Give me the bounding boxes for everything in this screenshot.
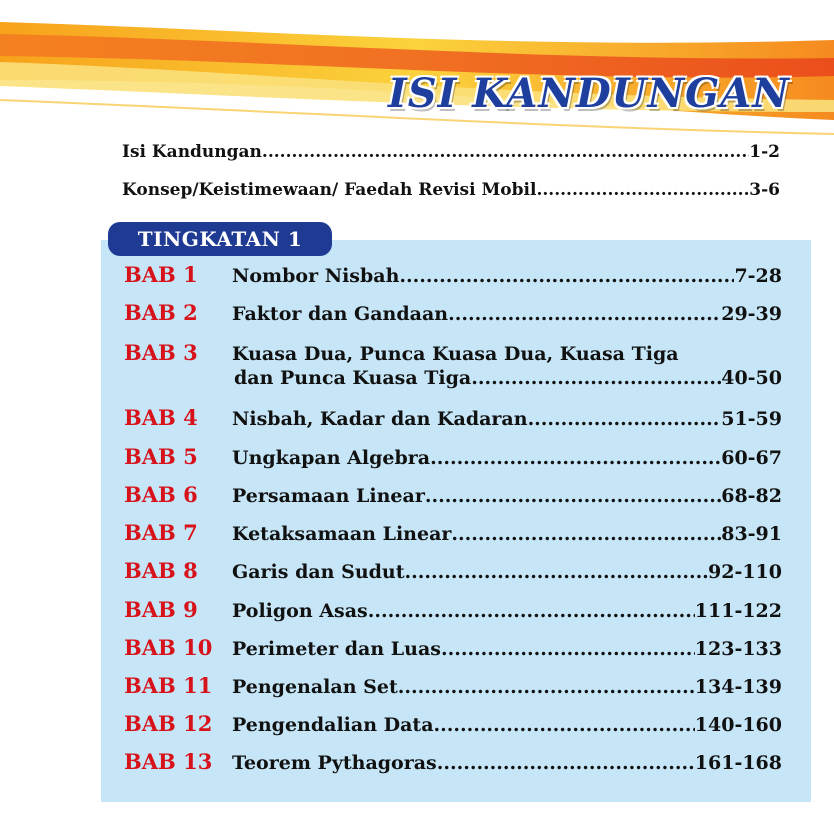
toc-row — [122, 142, 780, 174]
toc-row — [232, 638, 782, 660]
chapter-title: Ketaksamaan Linear — [232, 523, 452, 545]
chapter-title: Nombor Nisbah — [232, 265, 400, 287]
chapter-title: Garis dan Sudut — [232, 561, 405, 583]
toc-row — [232, 303, 782, 325]
chapter-number: BAB 10 — [124, 635, 213, 660]
chapter-entry[interactable] — [124, 597, 782, 624]
chapter-title: dan Punca Kuasa Tiga — [234, 367, 472, 389]
chapter-number: BAB 1 — [124, 262, 198, 287]
dot-leader — [441, 638, 695, 660]
chapter-title: Perimeter dan Luas — [232, 638, 441, 660]
entry-label: Isi Kandungan — [122, 142, 262, 162]
chapter-number: BAB 7 — [124, 520, 198, 545]
intro-entry[interactable] — [122, 180, 780, 212]
toc-row — [232, 714, 782, 736]
section-tab: TINGKATAN 1 — [108, 222, 332, 256]
dot-leader — [398, 676, 695, 698]
toc-row — [232, 600, 782, 622]
page-range: 140-160 — [694, 714, 782, 736]
page-range: 123-133 — [694, 638, 782, 660]
toc-row — [232, 447, 782, 469]
chapter-entry[interactable] — [124, 300, 782, 327]
chapter-title: Persamaan Linear — [232, 485, 425, 507]
toc-row — [232, 408, 782, 430]
entry-label: Konsep/Keistimewaan/ Faedah Revisi Mobil — [122, 180, 537, 200]
chapter-number: BAB 12 — [124, 711, 213, 736]
chapter-title: Pengendalian Data — [232, 714, 434, 736]
toc-row — [232, 752, 782, 774]
toc-row — [232, 485, 782, 507]
toc-row — [122, 180, 780, 212]
chapter-entry[interactable] — [124, 673, 782, 700]
chapter-entry[interactable] — [124, 711, 782, 738]
page-range: 161-168 — [694, 752, 782, 774]
page-range: 68-82 — [721, 485, 782, 507]
chapter-title: Teorem Pythagoras — [232, 752, 437, 774]
dot-leader — [437, 752, 695, 774]
dot-leader — [536, 180, 749, 200]
chapter-title: Poligon Asas — [232, 600, 368, 622]
chapter-entry[interactable] — [124, 749, 782, 776]
toc-row — [232, 523, 782, 545]
dot-leader — [399, 265, 734, 287]
page-range: 134-139 — [694, 676, 782, 698]
dot-leader — [451, 523, 721, 545]
toc-row — [234, 367, 782, 389]
chapter-title-line1: Kuasa Dua, Punca Kuasa Dua, Kuasa Tiga — [232, 343, 679, 365]
chapter-entry[interactable] — [124, 340, 782, 394]
chapter-entry[interactable] — [124, 405, 782, 432]
dot-leader — [471, 367, 721, 389]
dot-leader — [430, 447, 721, 469]
dot-leader — [425, 485, 721, 507]
page-range: 29-39 — [721, 303, 782, 325]
dot-leader — [528, 408, 722, 430]
chapter-number: BAB 8 — [124, 558, 198, 583]
toc-row — [232, 265, 782, 287]
chapter-entry[interactable] — [124, 520, 782, 547]
page-range: 111-122 — [694, 600, 782, 622]
dot-leader — [405, 561, 708, 583]
dot-leader — [262, 142, 749, 162]
chapter-number: BAB 5 — [124, 444, 198, 469]
intro-entry[interactable] — [122, 142, 780, 174]
chapter-title: Faktor dan Gandaan — [232, 303, 449, 325]
chapter-number: BAB 2 — [124, 300, 198, 325]
dot-leader — [434, 714, 695, 736]
page-range: 60-67 — [721, 447, 782, 469]
page-range: 83-91 — [721, 523, 782, 545]
page-range: 51-59 — [721, 408, 782, 430]
chapter-entry[interactable] — [124, 482, 782, 509]
chapter-title: Nisbah, Kadar dan Kadaran — [232, 408, 528, 430]
chapter-number: BAB 13 — [124, 749, 213, 774]
chapter-number: BAB 11 — [124, 673, 213, 698]
chapter-entry[interactable] — [124, 635, 782, 662]
page-range: 40-50 — [721, 367, 782, 389]
page-range: 7-28 — [734, 265, 782, 287]
chapter-entry[interactable] — [124, 262, 782, 289]
page-range: 3-6 — [749, 180, 780, 200]
page-title: ISI KANDUNGAN — [388, 70, 790, 117]
dot-leader — [368, 600, 695, 622]
chapter-number: BAB 6 — [124, 482, 198, 507]
chapter-number: BAB 9 — [124, 597, 198, 622]
chapter-title: Ungkapan Algebra — [232, 447, 431, 469]
page-range: 1-2 — [749, 142, 780, 162]
toc-row-first-line — [232, 343, 679, 365]
chapter-entry[interactable] — [124, 558, 782, 585]
chapter-number: BAB 3 — [124, 340, 198, 365]
page-range: 92-110 — [708, 561, 782, 583]
toc-row — [232, 676, 782, 698]
chapter-entry[interactable] — [124, 444, 782, 471]
dot-leader — [448, 303, 721, 325]
chapter-title: Pengenalan Set — [232, 676, 398, 698]
chapter-number: BAB 4 — [124, 405, 198, 430]
toc-row — [232, 561, 782, 583]
